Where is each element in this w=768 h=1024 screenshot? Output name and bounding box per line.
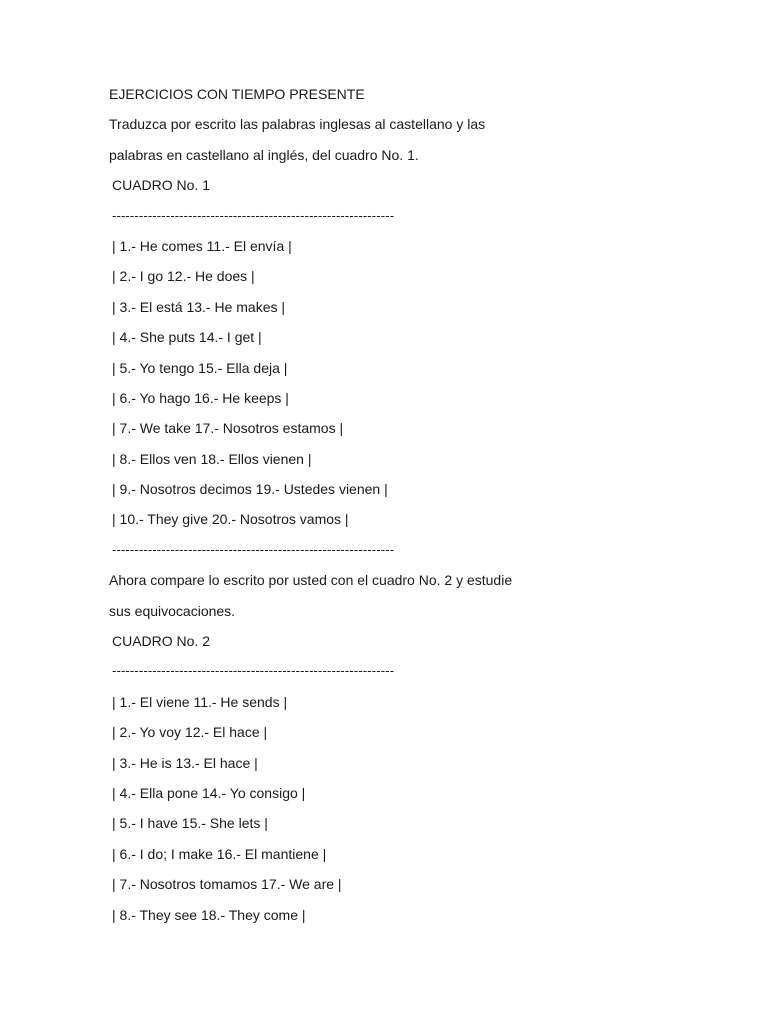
instruction-line-1: Traduzca por escrito las palabras inglesas al castellano y las (109, 116, 486, 133)
cuadro-1-row: | 10.- They give 20.- Nosotros vamos | (112, 511, 349, 528)
cuadro-1-row: | 3.- El está 13.- He makes | (112, 298, 286, 315)
cuadro-1-row: | 1.- He comes 11.- El envía | (112, 237, 292, 254)
document-title: EJERCICIOS CON TIEMPO PRESENTE (109, 86, 365, 102)
cuadro-1-row: | 5.- Yo tengo 15.- Ella deja | (112, 359, 288, 376)
instruction-line-2: palabras en castellano al inglés, del cuadro No. 1. (109, 146, 419, 163)
cuadro-1-heading: CUADRO No. 1 (112, 177, 211, 194)
cuadro-2-row: | 3.- He is 13.- El hace | (112, 754, 258, 771)
cuadro-1-row: | 9.- Nosotros decimos 19.- Ustedes vienen | (112, 481, 388, 498)
cuadro-1-row: | 2.- I go 12.- He does | (112, 268, 255, 285)
cuadro-2-row: | 1.- El viene 11.- He sends | (112, 693, 288, 710)
cuadro-2-row: | 2.- Yo voy 12.- El hace | (112, 724, 268, 741)
cuadro-1-row: | 4.- She puts 14.- I get | (112, 329, 262, 346)
cuadro-1-row: | 7.- We take 17.- Nosotros estamos | (112, 420, 344, 437)
document-body (109, 83, 729, 934)
cuadro-2-row: | 5.- I have 15.- She lets | (112, 815, 268, 832)
cuadro-1-top-separator: --------------------------------------------------------------- (112, 207, 395, 223)
cuadro-1-bottom-separator: --------------------------------------------------------------- (112, 541, 395, 557)
cuadro-2-row: | 7.- Nosotros tomamos 17.- We are | (112, 876, 342, 893)
compare-line-2: sus equivocaciones. (109, 602, 236, 619)
cuadro-2-top-separator: --------------------------------------------------------------- (112, 663, 395, 679)
cuadro-2-row: | 4.- Ella pone 14.- Yo consigo | (112, 784, 306, 801)
cuadro-2-heading: CUADRO No. 2 (112, 633, 211, 650)
cuadro-2-row: | 8.- They see 18.- They come | (112, 906, 306, 923)
cuadro-1-row: | 6.- Yo hago 16.- He keeps | (112, 389, 289, 406)
cuadro-1-row: | 8.- Ellos ven 18.- Ellos vienen | (112, 450, 312, 467)
compare-line-1: Ahora compare lo escrito por usted con el cuadro No. 2 y estudie (109, 572, 513, 589)
cuadro-2-row: | 6.- I do; I make 16.- El mantiene | (112, 845, 327, 862)
